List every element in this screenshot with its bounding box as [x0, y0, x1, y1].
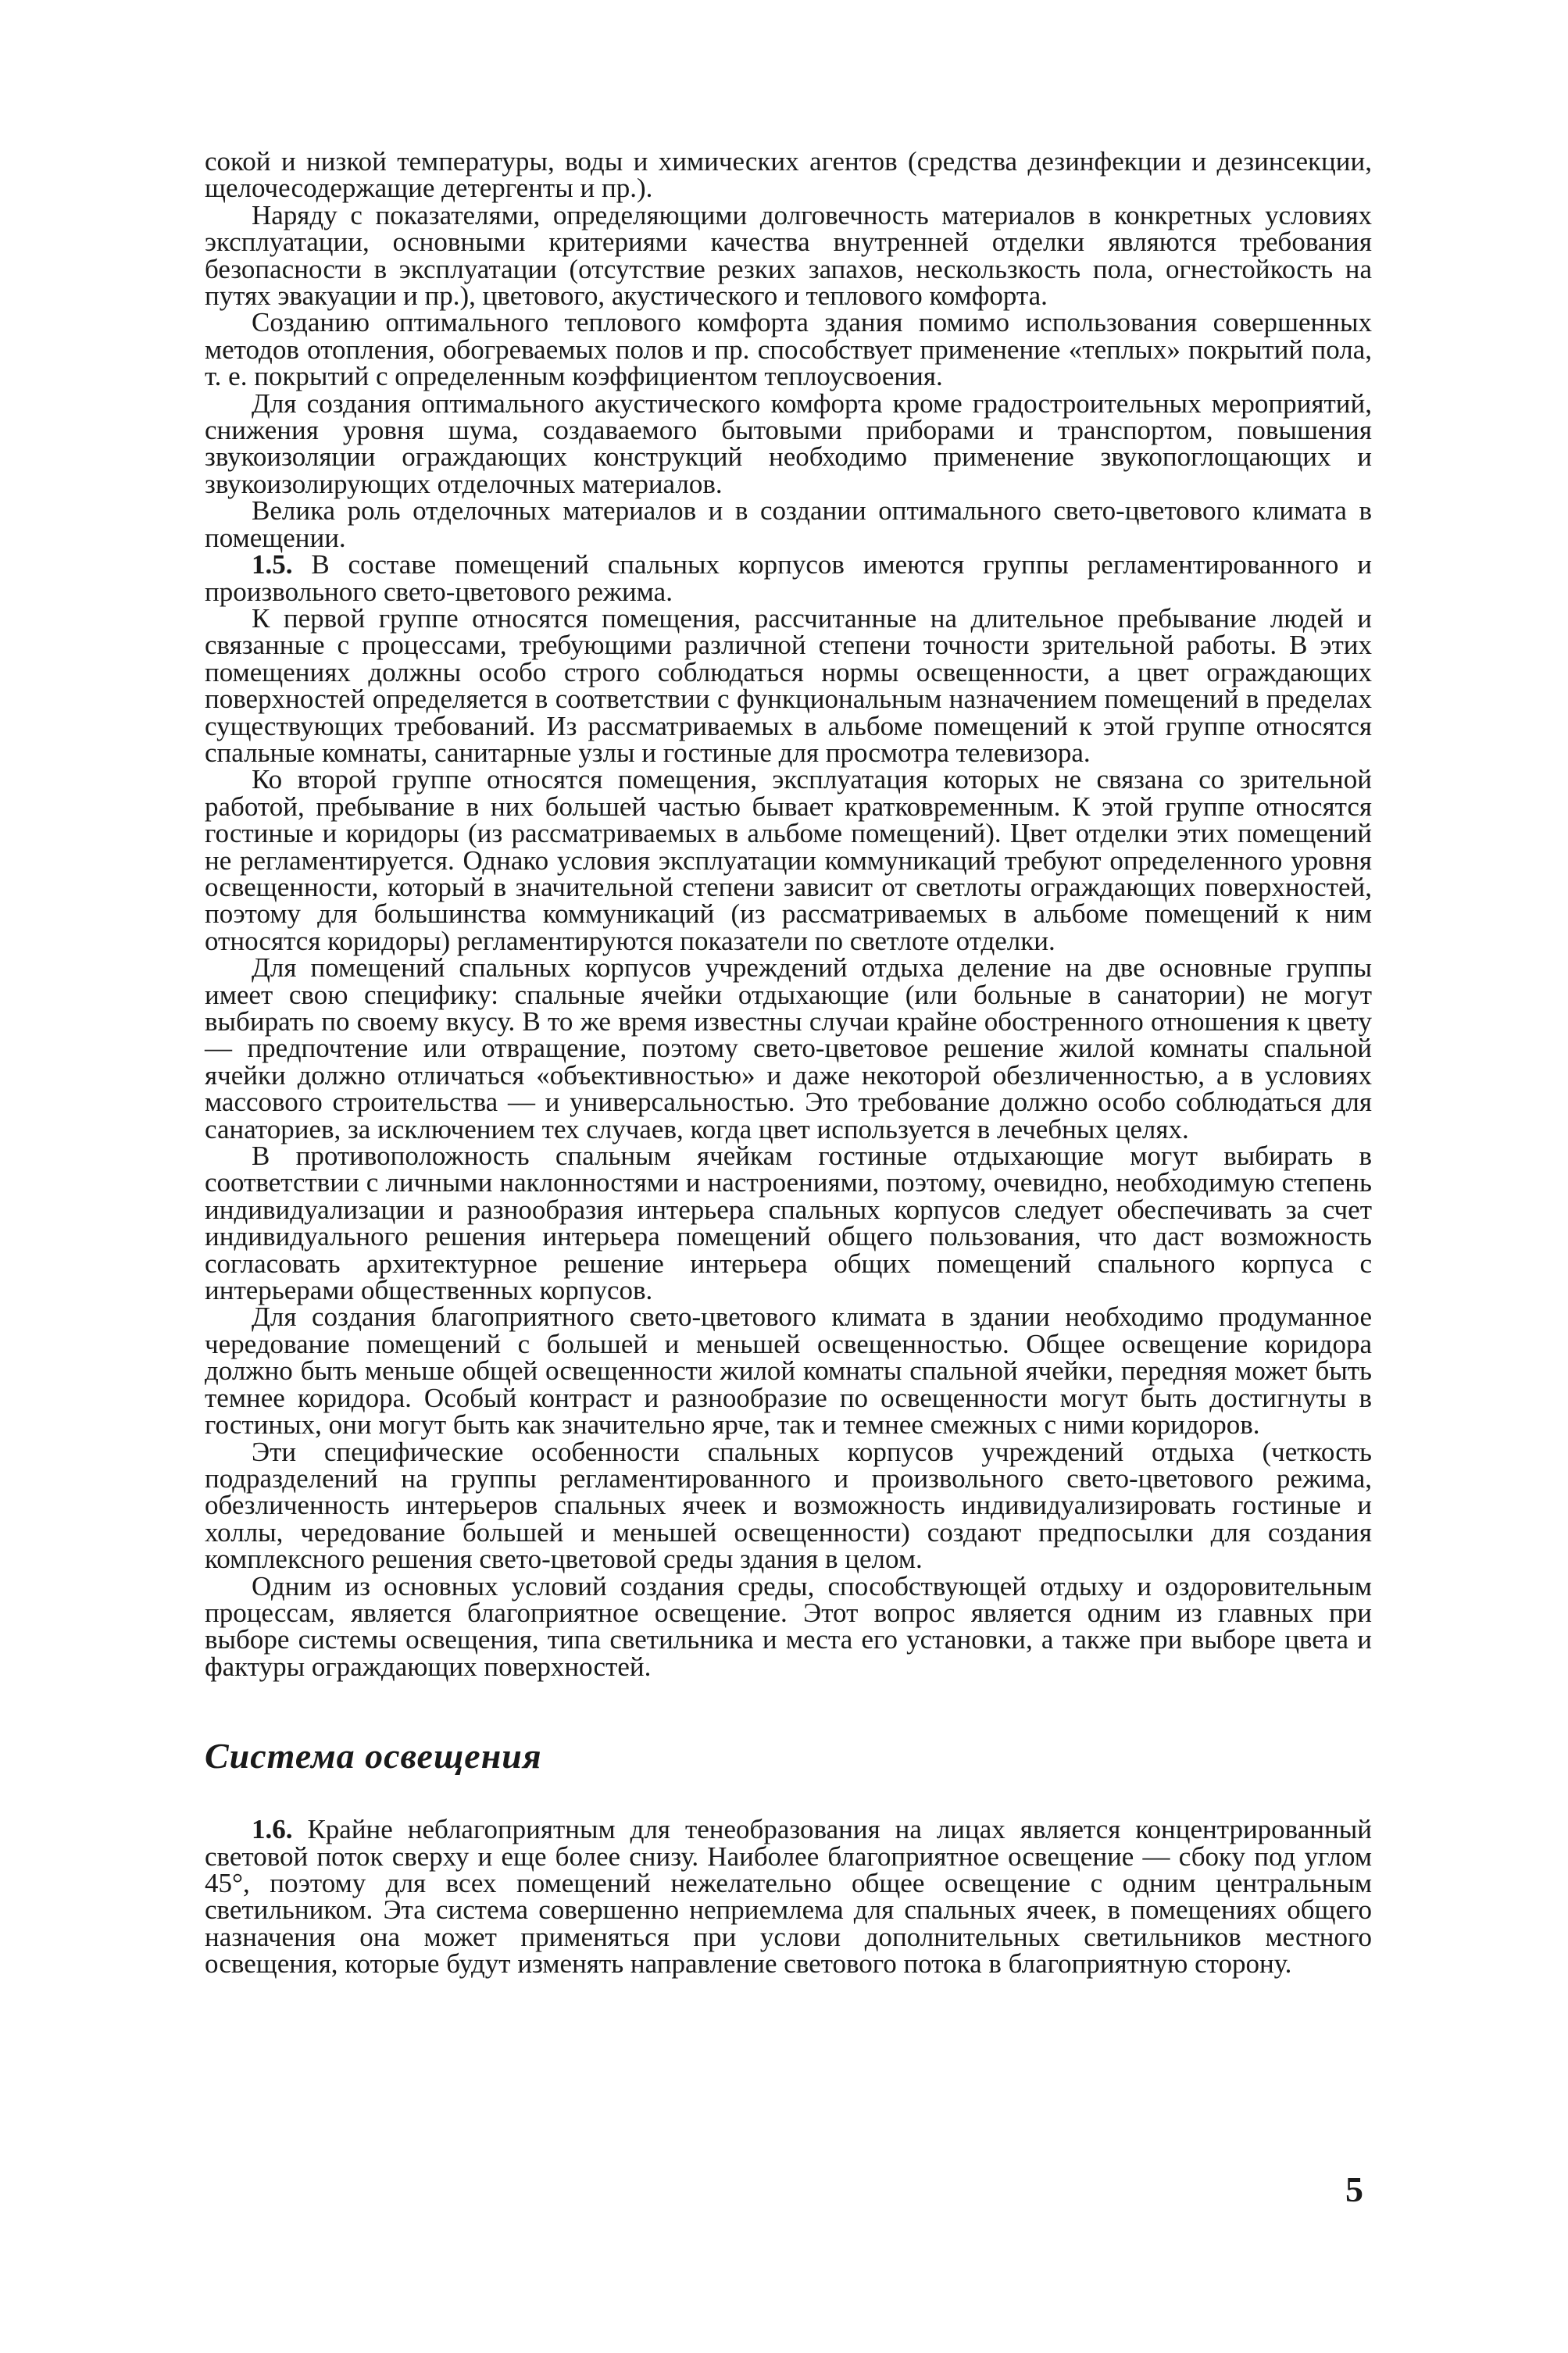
paragraph — [205, 602, 1372, 768]
paragraph-text: В составе помещений спальных корпусов имеются группы регламентированного и произвольного свето-цветового режима. — [205, 549, 1372, 607]
paragraph-text: Велика роль отделочных материалов и в создании оптимального свето-цветового климата в помещении. — [205, 495, 1372, 553]
paragraph — [205, 495, 1372, 553]
paragraph-text: Для создания благоприятного свето-цветового климата в здании необходимо продуманное чередование помещений с большей и меньшей освещенностью. Общее освещение коридора должно быть меньше общей освещенности жилой комнаты спальной ячейки, передняя может быть темнее коридора. Особый контраст и разнообразие по освещенности могут быть достигнуты в гостиных, они могут быть как значительно ярче, так и темнее смежных с ними коридоров. — [205, 1301, 1372, 1441]
paragraph — [205, 766, 1372, 955]
page-number: 5 — [1345, 2169, 1363, 2209]
paragraph — [205, 1814, 1372, 1980]
paragraph — [205, 309, 1372, 390]
paragraph-text: Одним из основных условий создания среды, способствующей отдыху и оздоровительным процессам, является благоприятное освещение. Этот вопрос является одним из главных при выборе системы освещения, типа светильника и места его установки, а также при выборе цвета и фактуры ограждающих поверхностей. — [205, 1570, 1372, 1682]
paragraphs-after — [205, 1814, 1372, 1980]
paragraph-text: Созданию оптимального теплового комфорта здания помимо использования совершенных методов отопления, обогреваемых полов и пр. способствует применение «теплых» покрытий пола, т. е. покрытий с определенным коэффициентом теплоусвоения. — [205, 307, 1372, 392]
paragraph-text: Для помещений спальных корпусов учреждений отдыха деление на две основные группы имеет свою специфику: спальные ячейки отдыхающие (или больные в санатории) не могут выбирать по своему вкусу. В то же время известны случаи крайне обостренного отношения к цвету — предпочтение или отвращение, поэтому свето-цветовое решение жилой комнаты спальной ячейки должно отличаться «объективностью» и даже некоторой обезличенностью, а в условиях массового строительства — и универсальностью. Это требование должно особо соблюдаться для санаториев, за исключением тех случаев, когда цвет используется в лечебных целях. — [205, 952, 1372, 1144]
paragraph-text: К первой группе относятся помещения, рассчитанные на длительное пребывание людей и связанные с процессами, требующими различной степени точности зрительной работы. В этих помещениях должны особо строго соблюдаться нормы освещенности, а цвет ограждающих поверхностей определяется в соответствии с функциональным назначением помещений в пределах существующих требований. Из рассматриваемых в альбоме помещений к этой группе относятся спальные комнаты, санитарные узлы и гостиные для просмотра телевизора. — [205, 602, 1372, 768]
paragraph — [205, 1570, 1372, 1682]
paragraph-text: В противоположность спальным ячейкам гостиные отдыхающие могут выбирать в соответствии с личными наклонностями и настроениями, поэтому, очевидно, необходимую степень индивидуализации и разнообразия интерьера спальных корпусов следует обеспечивать за счет индивидуального решения интерьера помещений общего пользования, что даст возможность согласовать архитектурное решение интерьера общих помещений спального корпуса с интерьерами общественных корпусов. — [205, 1141, 1372, 1306]
paragraph — [205, 387, 1372, 499]
clause-number: 1.5. — [252, 549, 293, 580]
paragraph — [205, 952, 1372, 1144]
paragraph-text: Наряду с показателями, определяющими долговечность материалов в конкретных условиях эксплуатации, основными критериями качества внутренней отделки являются требования безопасности в эксплуатации (отсутствие резких запахов, нескользкость пола, огнестойкость на путях эвакуации и пр.), цветового, акустического и теплового комфорта. — [205, 199, 1372, 312]
paragraph-text: Для создания оптимального акустического комфорта кроме градостроительных мероприятий, снижения уровня шума, создаваемого бытовыми приборами и транспортом, повышения звукоизоляции ограждающих конструкций необходимо применение звукопоглощающих и звукоизолирующих отделочных материалов. — [205, 387, 1372, 499]
paragraph — [205, 549, 1372, 607]
paragraph-text: Эти специфические особенности спальных корпусов учреждений отдыха (четкость подразделений на группы регламентированного и произвольного свето-цветового режима, обезличенность интерьеров спальных ячеек и возможность индивидуализировать гостиные и холлы, чередование большей и меньшей освещенности) создают предпосылки для создания комплексного решения свето-цветовой среды здания в целом. — [205, 1436, 1372, 1575]
paragraph — [205, 199, 1372, 312]
paragraphs-before — [205, 148, 1372, 1680]
paragraph — [205, 148, 1372, 202]
paragraph-text: сокой и низкой температуры, воды и химических агентов (средства дезинфекции и дезинсекции, щелочесодержащие детергенты и пр.). — [205, 146, 1372, 204]
paragraph — [205, 1143, 1372, 1304]
section-heading: Система освещения — [205, 1736, 542, 1776]
paragraph-text: Крайне неблагоприятным для тенеобразования на лицах является концентрированный световой поток сверху и еще более снизу. Наиболее благоприятное освещение — сбоку под углом 45°, поэтому для всех помещений нежелательно общее освещение с одним центральным светильником. Эта система совершенно неприемлема для спальных ячеек, в помещениях общего назначения она может применяться при услови дополнительных светильников местного освещения, которые будут изменять направление светового потока в благоприятную сторону. — [205, 1814, 1372, 1980]
paragraph-text: Ко второй группе относятся помещения, эксплуатация которых не связана со зрительной работой, пребывание в них большей частью бывает кратковременным. К этой группе относятся гостиные и коридоры (из рассматриваемых в альбоме помещений). Цвет отделки этих помещений не регламентируется. Однако условия эксплуатации коммуникаций требуют определенного уровня освещенности, который в значительной степени зависит от светлоты ограждающих поверхностей, поэтому для большинства коммуникаций (из рассматриваемых в альбоме помещений к ним относятся коридоры) регламентируются показатели по светлоте отделки. — [205, 764, 1372, 956]
paragraph — [205, 1301, 1372, 1441]
paragraph — [205, 1436, 1372, 1575]
clause-number: 1.6. — [252, 1814, 293, 1845]
page-body — [205, 148, 1372, 1978]
